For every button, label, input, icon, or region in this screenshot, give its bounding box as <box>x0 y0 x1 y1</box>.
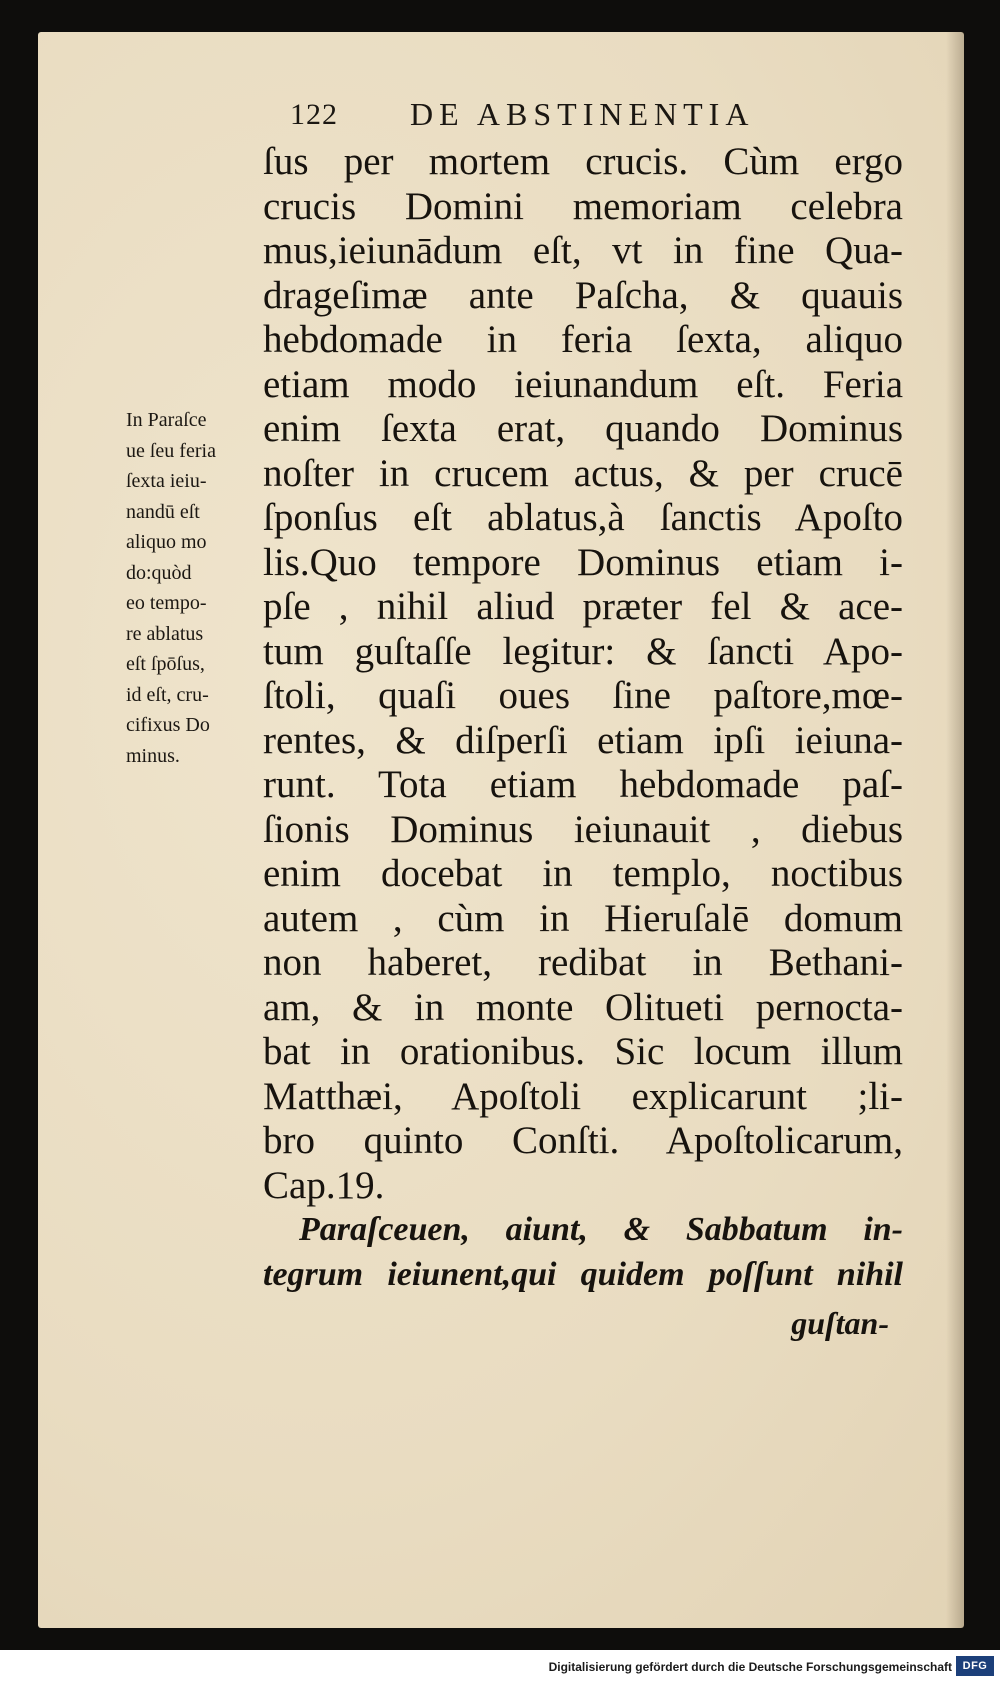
page-header <box>290 96 890 136</box>
margin-note-line: nandū eſt <box>126 500 200 523</box>
text-line: lis.Quo tempore Dominus etiam i- <box>263 540 903 584</box>
text-line: crucis Domini memoriam celebra <box>263 184 903 228</box>
marginal-note <box>126 405 266 771</box>
digitization-credit: Digitalisierung gefördert durch die Deutsche Forschungsgemeinschaft <box>548 1660 952 1674</box>
main-text-block <box>263 140 903 1346</box>
margin-note-line: ue ſeu feria <box>126 439 216 462</box>
page-number: 122 <box>290 98 338 131</box>
margin-note-line: eo tempo- <box>126 592 207 614</box>
text-line: enim docebat in templo, noctibus <box>263 852 903 895</box>
italic-text-line: tegrum ieiunent,qui quidem poſſunt nihil <box>263 1255 903 1293</box>
text-line: ſtoli, quaſi oues ſine paſtore,mœ- <box>263 674 903 717</box>
running-title: DE ABSTINENTIA <box>410 96 755 132</box>
catchword: guſtan- <box>791 1305 889 1341</box>
page-edge-shadow <box>946 32 964 1628</box>
text-line: ſionis Dominus ieiunauit , diebus <box>263 807 903 851</box>
margin-note-line: id eſt, cru- <box>126 683 209 706</box>
text-line: Matthæi, Apoſtoli explicarunt ;li- <box>263 1074 903 1118</box>
dfg-logo: DFG <box>956 1656 994 1676</box>
text-line: Cap.19. <box>263 1163 385 1207</box>
text-line: am, & in monte Olitueti pernocta- <box>263 985 903 1029</box>
margin-note-line: do:quòd <box>126 561 192 584</box>
text-line: etiam modo ieiunandum eſt. Feria <box>263 362 903 406</box>
text-line: ſponſus eſt ablatus,à ſanctis Apoſto <box>263 496 903 539</box>
italic-text-line: Paraſceuen, aiunt, & Sabbatum in- <box>299 1211 903 1248</box>
text-line: noſter in crucem actus, & per crucē <box>263 451 903 495</box>
text-line: bro quinto Conſti. Apoſtolicarum, <box>263 1119 903 1162</box>
text-line: tum guſtaſſe legitur: & ſancti Apo- <box>263 629 903 673</box>
text-line: non haberet, redibat in Bethani- <box>263 941 903 984</box>
margin-note-line: In Paraſce <box>126 409 207 431</box>
margin-note-line: re ablatus <box>126 622 204 645</box>
margin-note-line: cifixus Do <box>126 714 210 736</box>
text-line: runt. Tota etiam hebdomade paſ- <box>263 763 903 806</box>
text-line: rentes, & diſperſi etiam ipſi ieiuna- <box>263 718 903 762</box>
margin-note-line: aliquo mo <box>126 531 207 553</box>
text-line: pſe , nihil aliud præter fel & ace- <box>263 585 903 628</box>
text-line: ſus per mortem crucis. Cùm ergo <box>263 140 903 183</box>
text-line: mus,ieiunādum eſt, vt in fine Qua- <box>263 229 903 272</box>
text-line: enim ſexta erat, quando Dominus <box>263 407 903 450</box>
text-line: autem , cùm in Hieruſalē domum <box>263 896 903 940</box>
margin-note-line: ſexta ieiu- <box>126 470 207 492</box>
text-line: hebdomade in feria ſexta, aliquo <box>263 318 903 361</box>
margin-note-line: minus. <box>126 744 180 767</box>
margin-note-line: eſt ſpōſus, <box>126 653 205 675</box>
text-line: bat in orationibus. Sic locum illum <box>263 1030 903 1073</box>
text-line: drageſimæ ante Paſcha, & quauis <box>263 273 903 317</box>
